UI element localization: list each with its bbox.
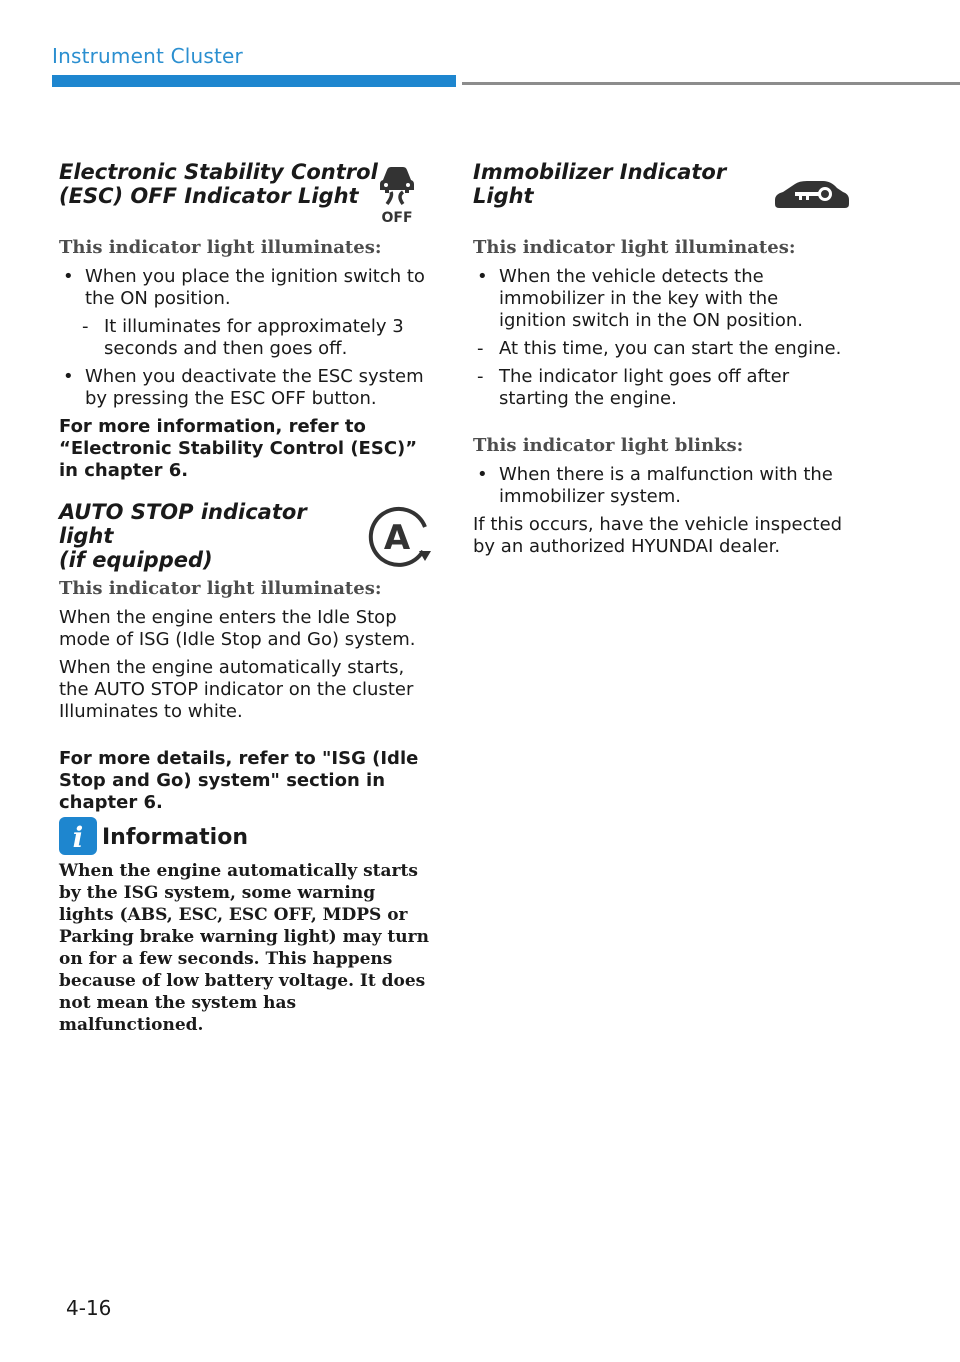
immobilizer-bullet-1: • When the vehicle detects the immobilizer in the key with the ignition switch in the ON position. — [473, 266, 833, 332]
auto-stop-title-line2: (if equipped) — [59, 548, 213, 572]
header-title: Instrument Cluster — [52, 44, 243, 68]
immobilizer-illuminates-label: This indicator light illuminates: — [473, 237, 796, 258]
esc-section-title — [59, 160, 379, 208]
esc-bullet-1: • When you place the ignition switch to the ON position. — [59, 266, 435, 310]
auto-stop-section-title — [59, 500, 359, 572]
immobilizer-section-title: Immobilizer Indicator Light — [473, 160, 727, 208]
auto-stop-icon-letter: A — [383, 518, 411, 558]
esc-off-icon — [373, 164, 421, 226]
esc-title-line2: (ESC) OFF Indicator Light — [59, 184, 359, 208]
auto-stop-para-2: When the engine automatically starts, the AUTO STOP indicator on the cluster Illuminates to white. — [59, 657, 414, 722]
auto-stop-title-line1: AUTO STOP indicator light — [59, 500, 307, 548]
auto-stop-icon — [361, 505, 435, 567]
esc-off-icon-label: OFF — [381, 210, 413, 226]
immobilizer-dash-1: - At this time, you can start the engine. — [473, 338, 853, 360]
information-body: When the engine automatically starts by the ISG system, some warning lights (ABS, ESC, ESC OFF, MDPS or Parking brake warning light) may turn on for a few seconds. This happens because of low battery voltage. It does not mean the system has malfunctioned. — [59, 861, 429, 1035]
esc-bullet-2: • When you deactivate the ESC system by pressing the ESC OFF button. — [59, 366, 435, 410]
immobilizer-para: If this occurs, have the vehicle inspected by an authorized HYUNDAI dealer. — [473, 514, 843, 557]
auto-stop-illuminates-label: This indicator light illuminates: — [59, 578, 382, 599]
auto-stop-reference: For more details, refer to "ISG (Idle Stop and Go) system" section in chapter 6. — [59, 748, 419, 813]
header-bar-accent — [52, 75, 456, 87]
immobilizer-bullet-2: • When there is a malfunction with the immobilizer system. — [473, 464, 853, 508]
esc-title-line1: Electronic Stability Control — [59, 160, 378, 184]
immobilizer-dash-2: - The indicator light goes off after starting the engine. — [473, 366, 833, 410]
header-bar-divider — [462, 82, 960, 85]
esc-reference: For more information, refer to “Electronic Stability Control (ESC)” in chapter 6. — [59, 416, 418, 481]
immobilizer-car-key-icon — [771, 176, 851, 212]
immobilizer-blinks-label: This indicator light blinks: — [473, 435, 744, 456]
auto-stop-para-1: When the engine enters the Idle Stop mode of ISG (Idle Stop and Go) system. — [59, 607, 416, 650]
esc-dash-1: - It illuminates for approximately 3 seconds and then goes off. — [78, 316, 435, 360]
esc-illuminates-label: This indicator light illuminates: — [59, 237, 382, 258]
information-icon-letter: i — [72, 821, 84, 854]
information-icon — [59, 817, 97, 855]
information-title: Information — [102, 825, 248, 850]
page-number: 4-16 — [66, 1296, 112, 1320]
